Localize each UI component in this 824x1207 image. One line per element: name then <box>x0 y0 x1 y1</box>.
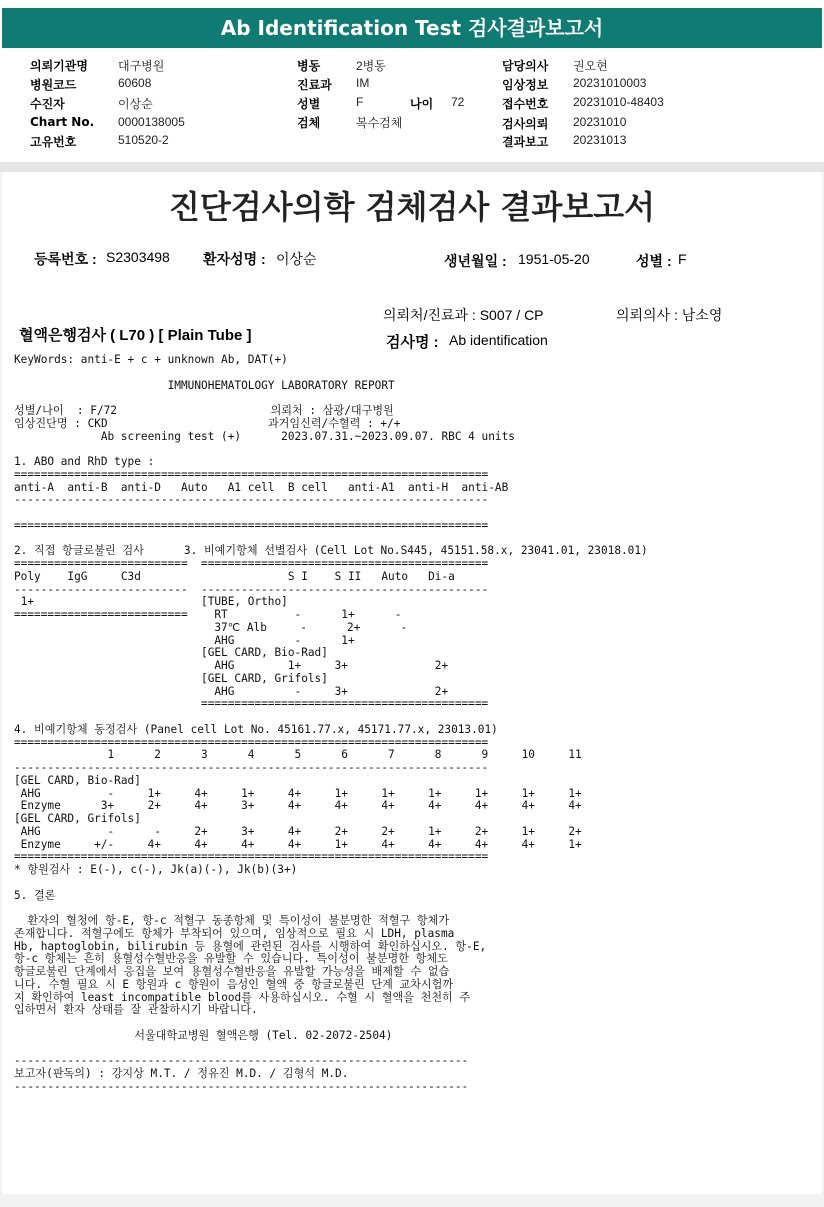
age-value: 72 <box>451 95 465 109</box>
requester-dept: 의뢰처/진료과 : S007 / CP <box>383 307 544 323</box>
ward-value: 2병동 <box>356 59 386 73</box>
title-bar-area <box>0 0 824 50</box>
hospital-code-label: 병원코드 <box>30 78 77 92</box>
test-name-value: Ab identification <box>449 332 548 348</box>
document-title: 진단검사의학 검체검사 결과보고서 <box>169 188 655 226</box>
unique-no-value: 510520-2 <box>118 133 169 147</box>
chart-no-value: 0000138005 <box>118 115 185 129</box>
receipt-value: 20231010-48403 <box>573 95 664 109</box>
dob-label: 생년월일 : <box>444 253 507 269</box>
specimen-value: 복수검체 <box>356 116 403 130</box>
test-category: 혈액은행검사 ( L70 ) [ Plain Tube ] <box>19 327 252 344</box>
doctor-value: 권오현 <box>573 59 608 73</box>
reg-no-value: S2303498 <box>106 249 170 265</box>
patient-info-panel <box>0 50 824 162</box>
unique-no-label: 고유번호 <box>30 135 77 149</box>
dept-label: 진료과 <box>297 78 332 92</box>
clinical-value: 20231010003 <box>573 76 647 90</box>
report-title: Ab Identification Test 검사결과보고서 <box>2 8 822 48</box>
ward-label: 병동 <box>297 59 321 73</box>
receipt-label: 접수번호 <box>502 97 549 111</box>
patient-name-value: 이상순 <box>276 251 317 267</box>
test-name-label: 검사명 : <box>386 334 439 351</box>
hospital-code-value: 60608 <box>118 76 152 90</box>
dept-value: IM <box>356 76 370 90</box>
report-body-text: KeyWords: anti-E + c + unknown Ab, DAT(+) IMMUNOHEMATOLOGY LABORATORY REPORT 성별/나이 : F/72 의뢰처 : 삼광/대구병원 임상진단명 : CKD 과거임신력/수혈력 : +/+ Ab screening test (+) 2023.07.31.~2023.09.07. RBC 4 units 1. ABO and RhD type : ======================================================================= anti-A anti-B anti-D Auto A1 cell B cell anti-A1 anti-H anti-AB ----------------------------------------------------------------------- ======================================================================= 2. 직접 항글로불린 검사 3. 비예기항체 선별검사 (Cell Lot No.S445, 45151.58.x, 23041.01, 23018.01) ========================== =========================================== Poly IgG C3d S I S II Auto Di-a -------------------------- ------------------------------------------- 1+ [TUBE, Ortho] ========================== RT - 1+ - 37℃ Alb - 2+ - AHG - 1+ [GEL CARD, Bio-Rad] AHG 1+ 3+ 2+ [GEL CARD, Grifols] AHG - 3+ 2+ =========================================== 4. 비예기항체 동정검사 (Panel cell Lot No. 45161.77.x, 45171.77.x, 23013.01) ======================================================================= 1 2 3 4 5 6 7 8 9 10 11 ----------------------------------------------------------------------- [GEL CARD, Bio-Rad] AHG - 1+ 4+ 1+ 4+ 1+ 1+ 1+ 1+ 1+ 1+ Enzyme 3+ 2+ 4+ 3+ 4+ 4+ 4+ 4+ 4+ 4+ 4+ [GEL CARD, Grifols] AHG - - 2+ 3+ 4+ 2+ 2+ 1+ 2+ 1+ 2+ Enzyme +/- 4+ 4+ 4+ 4+ 1+ 4+ 4+ 4+ 4+ 1+ ======================================================================= * 항원검사 : E(-), c(-), Jk(a)(-), Jk(b)(3+) 5. 결론 환자의 혈청에 항-E, 항-c 적혈구 동종항체 및 특이성이 불분명한 적혈구 항체가 존재합니다. 적혈구에도 항체가 부착되어 있으며, 임상적으로 필요 시 LDH, plasma Hb, haptoglobin, bilirubin 등 용혈에 관련된 검사를 시행하여 확인하십시오. 항-E, 항-c 항체는 흔히 용혈성수혈반응을 유발할 수 있습니다. 특이성이 불분명한 항체도 항글로불린 단계에서 응집을 보여 용혈성수혈반응을 유발할 가능성을 배제할 수 없습 니다. 수혈 필요 시 E 항원과 c 항원이 음성인 혈액 중 항글로불린 단계 교차시험까 지 확인하여 least incompatible blood를 사용하십시오. 수혈 시 혈액을 천천히 주 입하면서 환자 상태를 잘 관찰하시기 바랍니다. 서울대학교병원 혈액은행 (Tel. 02-2072-2504) -------------------------------------------------------------------- 보고자(판독의) : 강지상 M.T. / 정유진 M.D. / 김형석 M.D. -------------------------------------------------------------------- <box>14 353 648 1093</box>
sex-value: F <box>356 95 364 109</box>
doc-sex-label: 성별 : <box>636 253 672 269</box>
request-value: 20231010 <box>573 115 627 129</box>
recipient-label: 수진자 <box>30 97 65 111</box>
request-label: 검사의뢰 <box>502 117 549 131</box>
specimen-label: 검체 <box>297 116 321 130</box>
doctor-label: 담당의사 <box>502 59 549 73</box>
clinical-label: 임상정보 <box>502 78 549 92</box>
sex-label: 성별 <box>297 97 321 111</box>
age-label: 나이 <box>410 97 434 111</box>
report-document <box>2 172 822 1194</box>
report-value: 20231013 <box>573 133 627 147</box>
section-separator <box>0 162 824 172</box>
requester-doctor: 의뢰의사 : 남소영 <box>616 307 723 323</box>
institution-value: 대구병원 <box>118 59 165 73</box>
recipient-value: 이상순 <box>118 97 153 111</box>
report-label: 결과보고 <box>502 135 549 149</box>
chart-no-label: Chart No. <box>30 115 95 129</box>
institution-label: 의뢰기관명 <box>30 59 88 73</box>
patient-name-label: 환자성명 : <box>203 251 266 267</box>
dob-value: 1951-05-20 <box>518 251 590 267</box>
page-bottom <box>0 1194 824 1207</box>
doc-sex-value: F <box>678 251 687 267</box>
reg-no-label: 등록번호 : <box>34 251 97 267</box>
